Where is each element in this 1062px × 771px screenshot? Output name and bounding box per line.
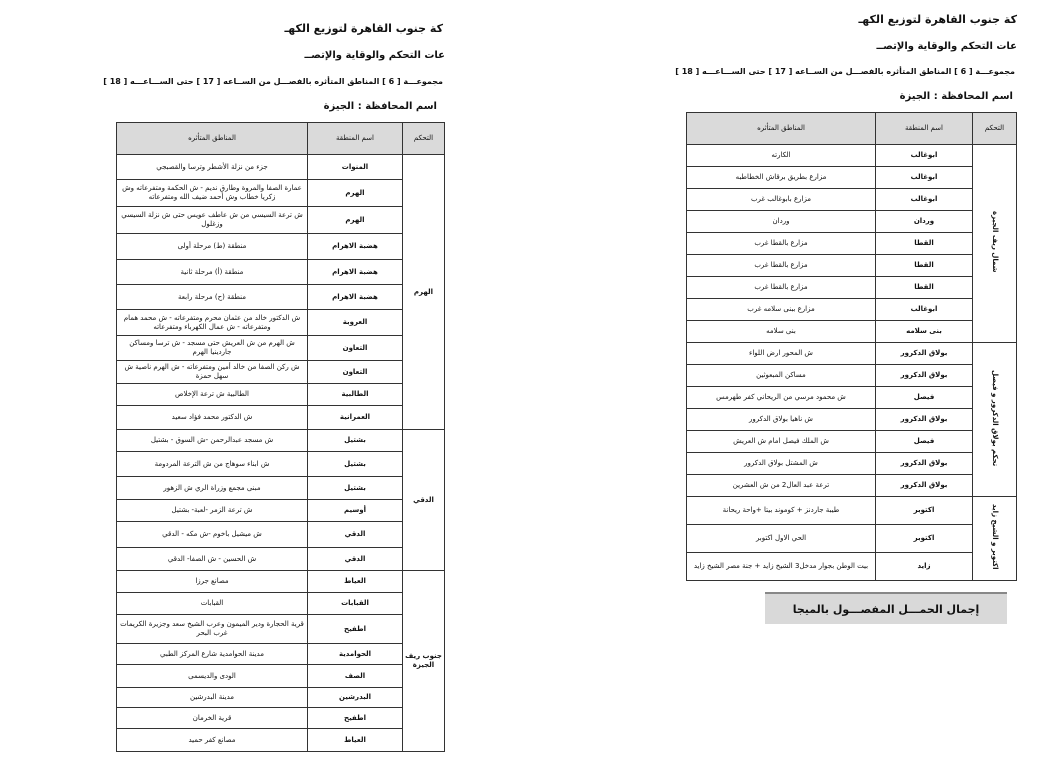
zone-name-cell: الطالبية (308, 384, 403, 406)
table-row (687, 525, 1017, 553)
zone-name-cell: اطفيح (308, 708, 403, 729)
zone-name-cell: الهرم (308, 207, 403, 234)
control-center-label: تحكم بولاق الدكرور و فيصل (991, 369, 999, 467)
table-row (117, 665, 445, 688)
affected-area-cell: ش الدكتور خالد من عثمان محرم ومتفرعاته - ش محمد همام ومتفرعاته - ش عمال الكهرباء ومتفرعاته (117, 310, 308, 336)
affected-area-cell: بيت الوطن بجوار مدخل3 الشيخ زايد + جنة مصر الشيخ زايد (687, 553, 876, 581)
table-row (687, 343, 1017, 365)
affected-area-cell: مزارع بطريق برقاش الخطاطبه (687, 167, 876, 189)
company-title: كة جنوب القاهرة لتوزيع الكهـ (858, 13, 1017, 26)
affected-area-cell: ترعة عبد العال2 من ش العشرين (687, 475, 876, 497)
control-center-cell (973, 343, 1017, 497)
affected-area-cell: منطقة (أ) مرحلة ثانية (117, 260, 308, 285)
zone-name-cell: بولاق الدكرور (876, 475, 973, 497)
header-control: التحكم (973, 113, 1017, 145)
group-line: مجموعـــة [ 6 ] المناطق المتأثره بالفصـــل من الســاعه [ 17 ] حتى الســـاعـــه [ 18 ] (675, 67, 1015, 76)
table-row (687, 255, 1017, 277)
affected-area-cell: ش ابناء سوهاج من ش الترعة المردومة (117, 452, 308, 477)
affected-area-cell: ش ترعة السيسي من ش عاطف عويس حتى ش نزلة السيسي وزغلول (117, 207, 308, 234)
control-center-label: جنوب ريف الجيزة (405, 652, 442, 669)
affected-area-cell: الودى والديسمى (117, 665, 308, 688)
zone-name-cell: هضبة الاهرام (308, 260, 403, 285)
table-row (687, 497, 1017, 525)
zone-name-cell: الدقي (308, 522, 403, 548)
table-row (687, 387, 1017, 409)
zone-name-cell: المنوات (308, 155, 403, 180)
zone-name-cell: اكتوبر (876, 525, 973, 553)
zone-name-cell: فيصل (876, 387, 973, 409)
table-row (117, 548, 445, 571)
zone-name-cell: ابوغالب (876, 145, 973, 167)
zone-name-cell: بولاق الدكرور (876, 409, 973, 431)
affected-area-cell: الطالبية ش ترعة الإخلاص (117, 384, 308, 406)
table-row (117, 207, 445, 234)
header-zone: اسم المنطقة (308, 123, 403, 155)
affected-area-cell: قرية الخرمان (117, 708, 308, 729)
table-row (687, 321, 1017, 343)
header-areas: المناطق المتأثره (687, 113, 876, 145)
affected-area-cell: بنى سلامه (687, 321, 876, 343)
affected-area-cell: ش الملك فيصل امام ش العريش (687, 431, 876, 453)
sector-title: عات التحكم والوقاية والإتصــ (304, 50, 445, 61)
table-row (687, 299, 1017, 321)
table-row (117, 571, 445, 593)
zone-name-cell: ابوغالب (876, 167, 973, 189)
table-row (687, 475, 1017, 497)
control-center-label: شمال ريف الجيزة (991, 211, 999, 273)
governorate-title: اسم المحافظة : الجيزة (899, 91, 1013, 102)
table-row (117, 477, 445, 500)
affected-area-cell: ش مسجد عبدالرحمن -ش السوق - بشتيل (117, 430, 308, 452)
affected-area-cell: ش المحور ارض اللواء (687, 343, 876, 365)
table-row (687, 453, 1017, 475)
table-row (117, 155, 445, 180)
table-row (687, 167, 1017, 189)
table-row (687, 553, 1017, 581)
control-center-label: الهرم (413, 287, 434, 296)
table-row (117, 593, 445, 615)
control-center-label: الدقي (413, 495, 434, 504)
zone-name-cell: القطا (876, 255, 973, 277)
header-areas: المناطق المتأثره (117, 123, 308, 155)
zone-name-cell: ابوغالب (876, 299, 973, 321)
zone-name-cell: هضبة الاهرام (308, 234, 403, 260)
table-row (117, 384, 445, 406)
zone-name-cell: البدرشين (308, 688, 403, 708)
affected-area-cell: مدينة البدرشين (117, 688, 308, 708)
zone-name-cell: فيصل (876, 431, 973, 453)
sector-title: عات التحكم والوقاية والإتصــ (876, 41, 1017, 52)
affected-area-cell: طيبة جاردنز + كوموند بيتا +واحة ريحانة (687, 497, 876, 525)
zone-name-cell: بشتيل (308, 477, 403, 500)
affected-area-cell: الحي الاول اكتوبر (687, 525, 876, 553)
zone-name-cell: الصف (308, 665, 403, 688)
affected-area-cell: جزء من نزلة الأشطر وترسا والقصبجي (117, 155, 308, 180)
control-center-label: اكتوبر و الشيخ زايد (991, 504, 999, 570)
zone-name-cell: العروبة (308, 310, 403, 336)
affected-area-cell: مدينة الحوامدية شارع المركز الطبي (117, 644, 308, 665)
affected-areas-table (116, 122, 445, 752)
affected-area-cell: ش محمود مرسي من الريحاني كفر طهرمس (687, 387, 876, 409)
affected-area-cell: مصانع كفر حميد (117, 729, 308, 752)
zone-name-cell: اكتوبر (876, 497, 973, 525)
table-row (117, 522, 445, 548)
zone-name-cell: بولاق الدكرور (876, 453, 973, 475)
table-row (117, 452, 445, 477)
table-row (117, 180, 445, 207)
zone-name-cell: بنى سلامه (876, 321, 973, 343)
control-center-cell (403, 155, 445, 430)
affected-area-cell: مبنى مجمع وزراة الري ش الزهور (117, 477, 308, 500)
zone-name-cell: العياط (308, 571, 403, 593)
table-row (687, 431, 1017, 453)
affected-area-cell: ش ميشيل باخوم -ش مكه - الدقي (117, 522, 308, 548)
zone-name-cell: زايد (876, 553, 973, 581)
affected-area-cell: مصانع جرزا (117, 571, 308, 593)
affected-area-cell: مزارع بالقطا غرب (687, 277, 876, 299)
affected-area-cell: مزارع ببنى سلامه غرب (687, 299, 876, 321)
left-document-page (100, 0, 450, 771)
control-center-cell (403, 571, 445, 752)
zone-name-cell: الدقي (308, 548, 403, 571)
affected-area-cell: قرية الحجارة ودير الميمون وعرب الشيخ سعد وجزيرة الكريمات غرب البحر (117, 615, 308, 644)
governorate-title: اسم المحافظة : الجيزة (323, 101, 437, 112)
affected-area-cell: مساكن المبعوثين (687, 365, 876, 387)
zone-name-cell: بشتيل (308, 430, 403, 452)
table-row (687, 211, 1017, 233)
control-center-cell (973, 145, 1017, 343)
company-title: كة جنوب القاهرة لتوزيع الكهـ (284, 22, 443, 35)
total-load-label: إجمال الحمـــل المفصـــول بالميجا (765, 592, 1007, 624)
affected-area-cell: مزارع بالقطا غرب (687, 233, 876, 255)
zone-name-cell: الهرم (308, 180, 403, 207)
zone-name-cell: القطا (876, 277, 973, 299)
affected-area-cell: ش ترعة الزمر -لعبة- بشتيل (117, 500, 308, 522)
zone-name-cell: التعاون (308, 336, 403, 361)
affected-area-cell: ش ركن الصفا من خالد أمين ومتفرعاته - ش الهرم ناصية ش سهل حمزة (117, 361, 308, 384)
table-row (117, 260, 445, 285)
table-row (687, 145, 1017, 167)
zone-name-cell: بشتيل (308, 452, 403, 477)
zone-name-cell: الحوامدية (308, 644, 403, 665)
control-center-cell (403, 430, 445, 571)
zone-name-cell: اطفيح (308, 615, 403, 644)
table-row (117, 285, 445, 310)
table-row (687, 409, 1017, 431)
zone-name-cell: هضبة الاهرام (308, 285, 403, 310)
table-row (117, 729, 445, 752)
zone-name-cell: التعاون (308, 361, 403, 384)
control-center-cell (973, 497, 1017, 581)
table-row (117, 406, 445, 430)
table-row (687, 365, 1017, 387)
affected-area-cell: مزارع بابوغالب غرب (687, 189, 876, 211)
zone-name-cell: القبابات (308, 593, 403, 615)
table-row (687, 233, 1017, 255)
table-row (117, 644, 445, 665)
affected-area-cell: ش المشتل بولاق الدكرور (687, 453, 876, 475)
header-zone: اسم المنطقة (876, 113, 973, 145)
affected-area-cell: ش ناهيا بولاق الدكرور (687, 409, 876, 431)
affected-area-cell: مزارع بالقطا غرب (687, 255, 876, 277)
table-row (117, 310, 445, 336)
table-row (687, 189, 1017, 211)
group-line: مجموعـــة [ 6 ] المناطق المتأثره بالفصـــل من الســاعه [ 17 ] حتى الســـاعـــه [ 18 ] (103, 77, 443, 86)
table-row (117, 336, 445, 361)
zone-name-cell: العياط (308, 729, 403, 752)
zone-name-cell: أوسيم (308, 500, 403, 522)
zone-name-cell: بولاق الدكرور (876, 343, 973, 365)
affected-area-cell: منطقة (ح) مرحلة رابعة (117, 285, 308, 310)
table-row (117, 615, 445, 644)
affected-area-cell: عمارة الصفا والمروة وطارق نديم - ش الحكمة ومتفرعاته وش زكريا خطاب وش أحمد ضيف الله ومتفرعاته (117, 180, 308, 207)
zone-name-cell: وردان (876, 211, 973, 233)
table-row (117, 708, 445, 729)
affected-area-cell: ش الهرم من ش العريش حتى مسجد - ش ترسا ومساكن جاردينيا الهرم (117, 336, 308, 361)
affected-areas-table (686, 112, 1017, 581)
table-row (117, 430, 445, 452)
right-document-page (605, 0, 1025, 771)
affected-area-cell: الكارته (687, 145, 876, 167)
affected-area-cell: منطقة (ط) مرحلة أولى (117, 234, 308, 260)
zone-name-cell: العمرانية (308, 406, 403, 430)
zone-name-cell: القطا (876, 233, 973, 255)
table-row (117, 234, 445, 260)
affected-area-cell: القبابات (117, 593, 308, 615)
header-control: التحكم (403, 123, 445, 155)
table-row (117, 361, 445, 384)
table-row (117, 500, 445, 522)
table-row (687, 277, 1017, 299)
affected-area-cell: ش الدكتور محمد فؤاد سعيد (117, 406, 308, 430)
table-row (117, 688, 445, 708)
zone-name-cell: ابوغالب (876, 189, 973, 211)
affected-area-cell: ش الحسين - ش الصفا- الدقي (117, 548, 308, 571)
affected-area-cell: وردان (687, 211, 876, 233)
zone-name-cell: بولاق الدكرور (876, 365, 973, 387)
